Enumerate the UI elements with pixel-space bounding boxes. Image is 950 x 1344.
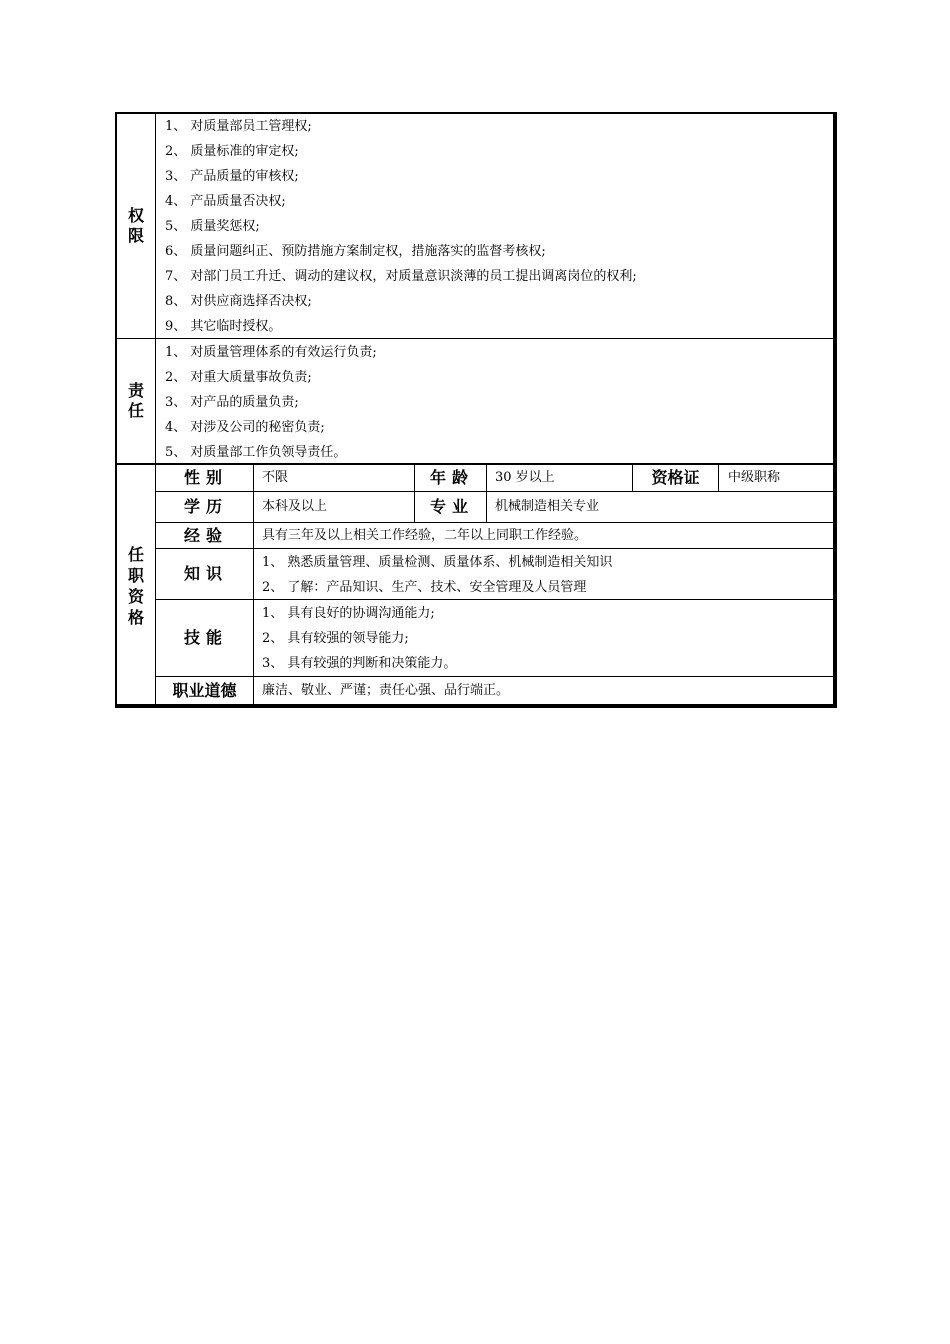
list-item: 4、 产品质量否决权; [165,194,286,209]
ethics-label: 职业道德 [172,681,237,700]
responsibility-section-label: 责 任 [127,381,144,420]
list-item: 3、 具有较强的判断和决策能力。 [262,656,457,671]
list-item: 1、 对质量部员工管理权; [165,119,312,134]
list-item: 1、 对质量管理体系的有效运行负责; [165,345,377,360]
row-rule-3 [155,548,833,549]
age-value: 30 岁以上 [495,470,555,485]
qual-divider-5 [718,464,719,491]
list-item: 5、 质量奖惩权; [165,219,260,234]
list-item: 2、 对重大质量事故负责; [165,370,312,385]
authority-section-label: 权 限 [127,206,144,245]
certificate-value: 中级职称 [728,470,781,485]
list-item: 2、 具有较强的领导能力; [262,631,409,646]
list-item: 4、 对涉及公司的秘密负责; [165,420,325,435]
list-item: 6、 质量问题纠正、预防措施方案制定权，措施落实的监督考核权; [165,244,546,259]
list-item: 1、 具有良好的协调沟通能力; [262,606,435,621]
knowledge-label: 知识 [183,564,228,583]
skill-label: 技能 [183,628,228,647]
education-label: 学历 [183,497,228,516]
list-item: 2、 质量标准的审定权; [165,144,299,159]
education-value: 本科及以上 [262,499,328,514]
age-label: 年龄 [429,468,474,487]
row-rule-1 [155,491,833,492]
major-value: 机械制造相关专业 [495,499,600,514]
list-item: 3、 产品质量的审核权; [165,169,299,184]
list-item: 9、 其它临时授权。 [165,319,282,334]
experience-label: 经验 [183,526,228,545]
ethics-value: 廉洁、敬业、严谨；责任心强、品行端正。 [262,683,510,698]
list-item: 3、 对产品的质量负责; [165,395,299,410]
major-label: 专业 [429,497,474,516]
list-item: 7、 对部门员工升迁、调动的建议权，对质量意识淡薄的员工提出调离岗位的权利; [165,269,637,284]
list-item: 8、 对供应商选择否决权; [165,294,312,309]
certificate-label: 资格证 [651,468,700,487]
gender-value: 不限 [262,470,289,485]
qualification-section-label: 任 职 资 格 [127,545,144,627]
gender-label: 性别 [183,468,228,487]
list-item: 1、 熟悉质量管理、质量检测、质量体系、机械制造相关知识 [262,555,613,570]
list-item: 2、 了解：产品知识、生产、技术、安全管理及人员管理 [262,580,587,595]
list-item: 5、 对质量部工作负领导责任。 [165,445,347,460]
experience-value: 具有三年及以上相关工作经验，二年以上同职工作经验。 [262,528,588,543]
